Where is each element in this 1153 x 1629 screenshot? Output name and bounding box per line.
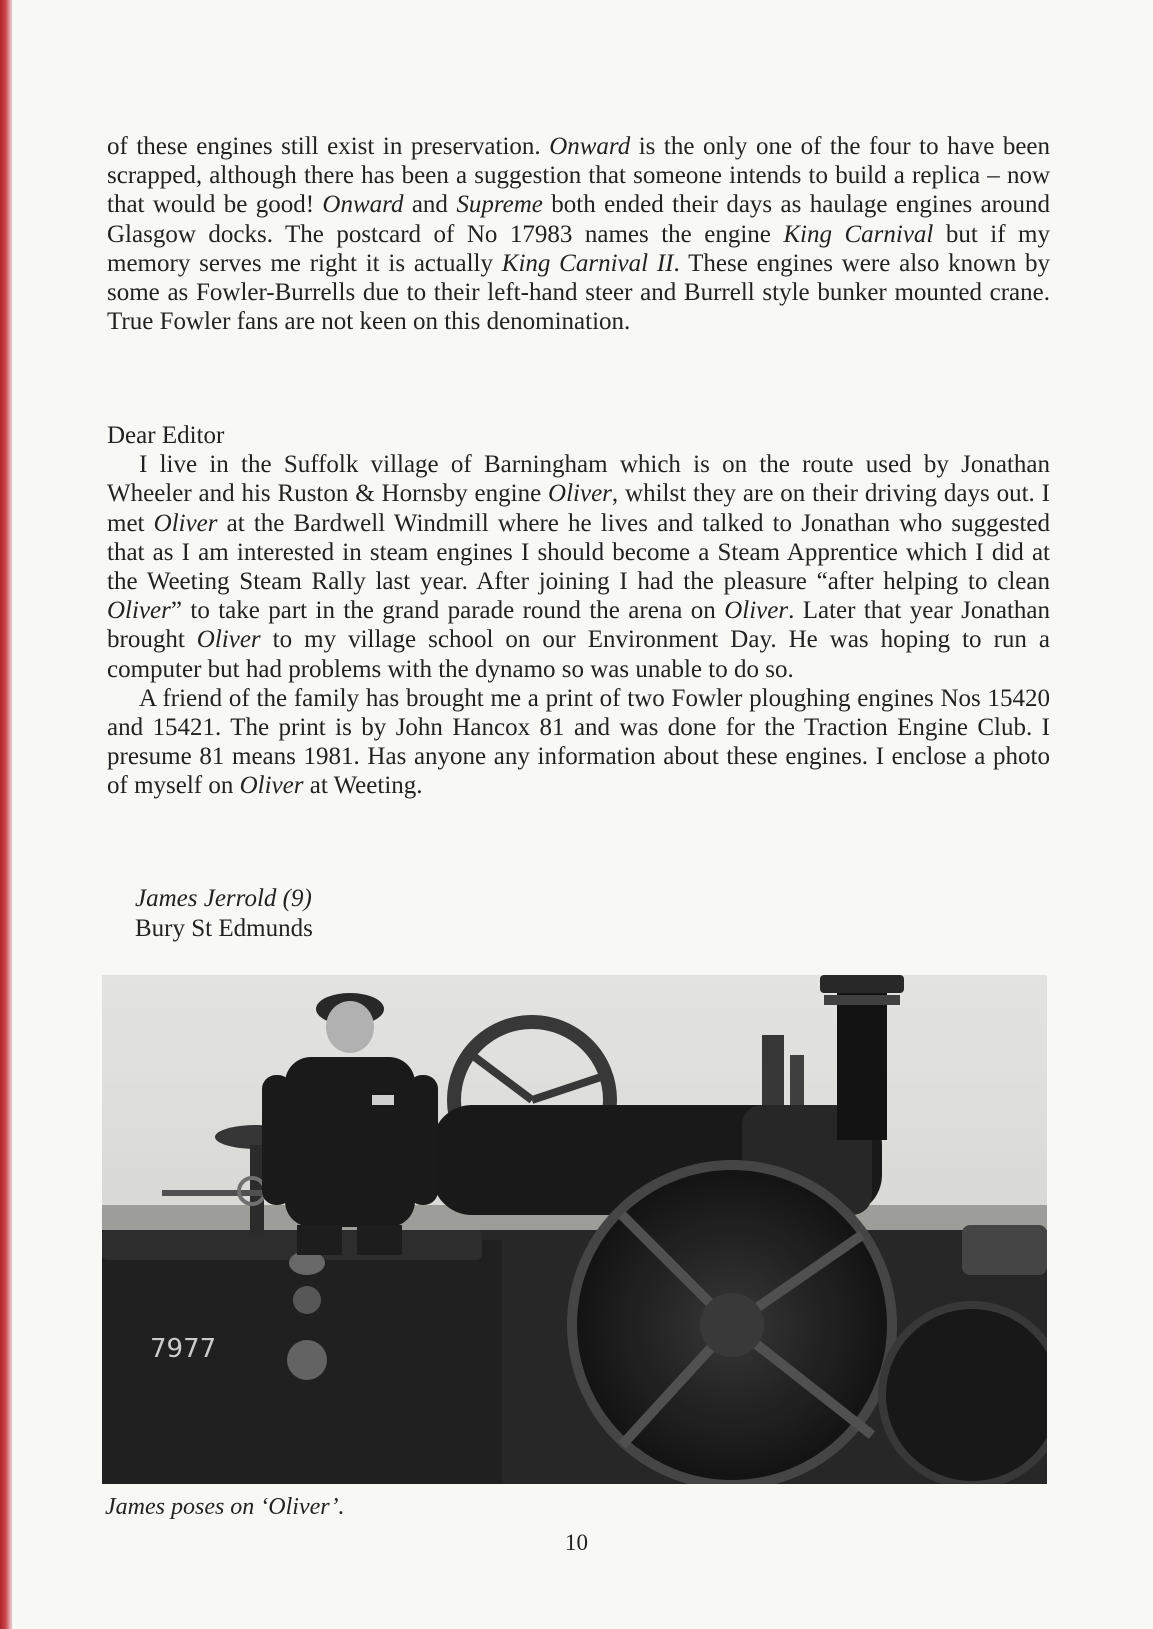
photo-caption: James poses on ‘Oliver’. <box>105 1494 345 1520</box>
engine-photo-drawing <box>102 975 1047 1484</box>
italic-title: Oliver <box>196 626 261 654</box>
intro-text: of these engines still exist in preservation. Onward is the only one of the four to have been scrapped, although there has been a suggestion that someone intends to build a replica – now that would be good! Onward and Supreme both ended their days as haulage engines around Glasgow docks. The postcard of No 17983 names the engine King Carnival but if my memory serves me right it is actually King Carnival II. These engines were also known by some as Fowler-Burrells due to their left-hand steer and Burrell style bunker mounted crane. True Fowler fans are not keen on this denomination. <box>107 133 1051 336</box>
italic-title: Onward <box>549 133 631 160</box>
italic-title: Oliver <box>724 597 789 625</box>
letter-to-editor <box>107 421 1050 801</box>
italic-title: Onward <box>322 191 404 219</box>
italic-title: Oliver <box>548 480 612 508</box>
signature-place: Bury St Edmunds <box>135 915 313 942</box>
signature-name: James Jerrold (9) <box>135 885 312 912</box>
page-number: 10 <box>565 1530 588 1555</box>
italic-title: King Carnival <box>783 220 934 248</box>
italic-title: King Carnival II <box>501 249 674 277</box>
italic-title: Oliver <box>107 597 171 625</box>
letter-paragraph-1: I live in the Suffolk village of Barningham which is on the route used by Jonathan Wheeler and his Ruston & Hornsby engine Oliver, whilst they are on their driving days out. I met Oliver at the Bardwell Windmill where he lives and talked to Jonathan who suggested that as I am interested in steam engines I should become a Steam Apprentice which I did at the Weeting Steam Rally last year. After joining I had the pleasure “after helping to clean Oliver” to take part in the grand parade round the arena on Oliver. Later that year Jonathan brought Oliver to my village school on our Environment Day. He was hoping to run a computer but had problems with the dynamo so was unable to do so. <box>107 451 1051 683</box>
letter-salutation: Dear Editor <box>107 422 225 449</box>
intro-paragraph <box>107 132 1050 336</box>
letter-paragraph-2: A friend of the family has brought me a print of two Fowler ploughing engines Nos 15420 and 15421. The print is by John Hancox 81 and was done for the Traction Engine Club. I presume 81 means 1981. Has anyone any information about these engines. I enclose a photo of myself on Oliver at Weeting. <box>107 684 1050 800</box>
magazine-page <box>10 0 1153 1629</box>
plate-text: 7977 <box>150 1334 217 1364</box>
italic-title: Oliver <box>153 509 218 537</box>
italic-title: Oliver <box>239 772 304 800</box>
page-edge <box>0 0 10 1629</box>
italic-title: Supreme <box>456 191 543 219</box>
letter-signature <box>135 884 313 944</box>
engine-photo <box>102 975 1047 1484</box>
